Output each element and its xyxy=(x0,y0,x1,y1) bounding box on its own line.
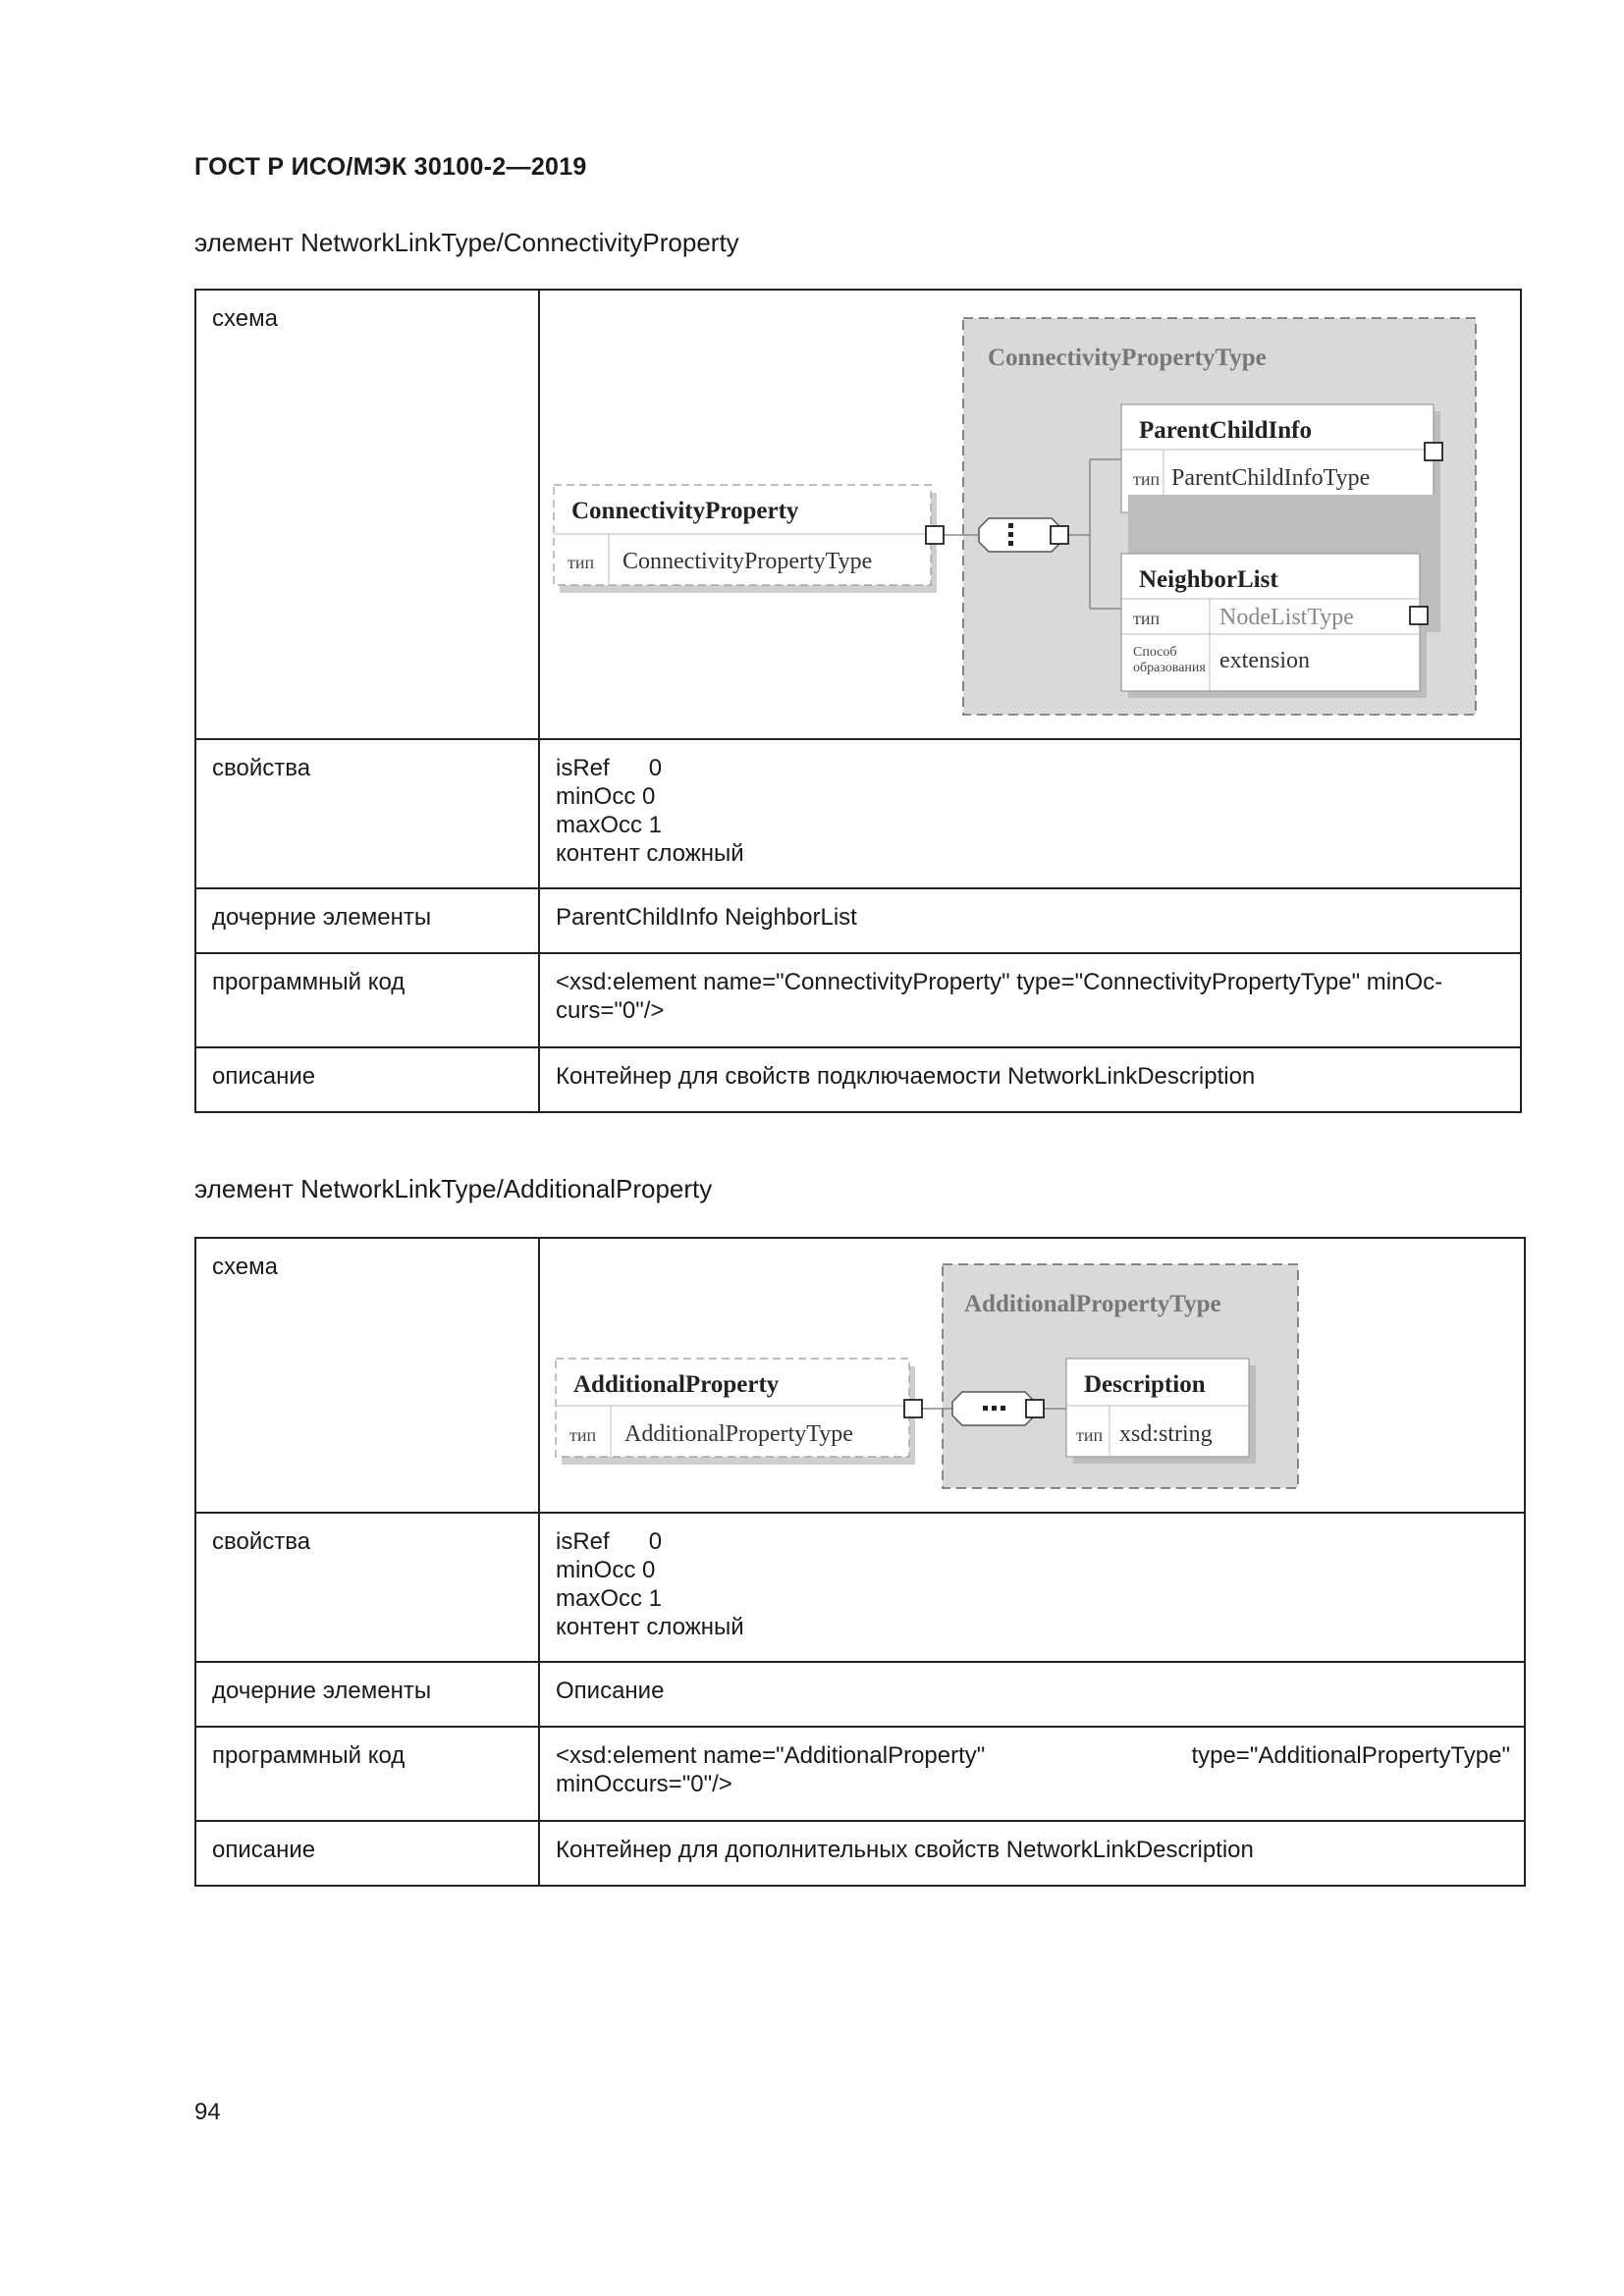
compositor-dot xyxy=(983,1406,988,1411)
label-code: программный код xyxy=(195,953,539,1047)
code-line-1: <xsd:element name="ConnectivityProperty" type="ConnectivityPropertyType" minOc- xyxy=(556,969,1443,995)
label-code: программный код xyxy=(195,1727,539,1821)
child-type-label: тип xyxy=(1133,609,1161,628)
section-title-connectivity: элемент NetworkLinkType/ConnectivityProperty xyxy=(194,228,739,257)
property-isref: isRef 0 xyxy=(556,1528,663,1555)
children-cell: Описание xyxy=(539,1662,1525,1727)
label-description: описание xyxy=(195,1047,539,1112)
property-minocc: minOcc 0 xyxy=(556,1557,656,1583)
child-name: NeighborList xyxy=(1139,566,1278,593)
child-type-value: ParentChildInfoType xyxy=(1171,465,1371,491)
element-type-label: тип xyxy=(568,553,595,572)
element-type-label: тип xyxy=(569,1425,597,1445)
code-line-2: minOccurs="0"/> xyxy=(556,1771,732,1797)
schema-diagram xyxy=(540,1239,1522,1512)
element-type-value: AdditionalPropertyType xyxy=(624,1421,853,1447)
code-cell xyxy=(539,1727,1525,1821)
label-properties: свойства xyxy=(195,1513,539,1662)
property-maxocc: maxOcc 1 xyxy=(556,1585,663,1612)
type-container-title: ConnectivityPropertyType xyxy=(988,345,1267,371)
expand-toggle-icon[interactable] xyxy=(926,526,944,544)
properties-cell xyxy=(539,1513,1525,1662)
code-cell xyxy=(539,953,1521,1047)
compositor-dot xyxy=(1001,1406,1005,1411)
expand-toggle-icon[interactable] xyxy=(904,1400,922,1417)
page-number: 94 xyxy=(194,2099,221,2125)
property-minocc: minOcc 0 xyxy=(556,783,656,810)
child-type-label: тип xyxy=(1133,469,1161,489)
code-line-1 xyxy=(556,1741,1510,1770)
description-cell: Контейнер для дополнительных свойств NetworkLinkDescription xyxy=(539,1821,1525,1886)
compositor-dot xyxy=(992,1406,997,1411)
property-content: контент сложный xyxy=(556,840,744,867)
label-description: описание xyxy=(195,1821,539,1886)
label-schema: схема xyxy=(195,290,539,739)
child-type-label: тип xyxy=(1076,1425,1104,1445)
sequence-compositor-icon xyxy=(979,518,1061,552)
spec-table-connectivity xyxy=(194,289,1522,1113)
compositor-dot xyxy=(1008,523,1013,528)
schema-diagram-cell xyxy=(539,1238,1525,1513)
derivation-value: extension xyxy=(1219,648,1310,673)
code-line-2: curs="0"/> xyxy=(556,997,665,1024)
compositor-toggle-icon[interactable] xyxy=(1026,1400,1044,1417)
derivation-label: Способ xyxy=(1133,645,1177,660)
document-standard-header: ГОСТ Р ИСО/МЭК 30100-2—2019 xyxy=(194,153,587,181)
code-line-1-left: <xsd:element name="AdditionalProperty" xyxy=(556,1742,986,1769)
expand-toggle-icon[interactable] xyxy=(1425,443,1442,460)
schema-diagram-cell xyxy=(539,290,1521,739)
label-schema: схема xyxy=(195,1238,539,1513)
spec-table-additional xyxy=(194,1237,1526,1887)
compositor-dot xyxy=(1008,541,1013,546)
label-properties: свойства xyxy=(195,739,539,888)
element-name: AdditionalProperty xyxy=(573,1371,780,1398)
child-name: ParentChildInfo xyxy=(1139,417,1312,444)
compositor-dot xyxy=(1008,532,1013,537)
label-children: дочерние элементы xyxy=(195,1662,539,1727)
child-name: Description xyxy=(1084,1371,1206,1398)
type-container-title: AdditionalPropertyType xyxy=(964,1291,1221,1317)
children-cell: ParentChildInfo NeighborList xyxy=(539,888,1521,953)
code-line-1-right: type="AdditionalPropertyType" xyxy=(1191,1742,1510,1769)
derivation-label: образования xyxy=(1133,661,1206,675)
compositor-toggle-icon[interactable] xyxy=(1051,526,1068,544)
section-title-additional: элемент NetworkLinkType/AdditionalProperty xyxy=(194,1174,713,1203)
element-name: ConnectivityProperty xyxy=(571,498,799,524)
properties-cell xyxy=(539,739,1521,888)
description-cell: Контейнер для свойств подключаемости NetworkLinkDescription xyxy=(539,1047,1521,1112)
expand-toggle-icon[interactable] xyxy=(1410,607,1428,624)
property-maxocc: maxOcc 1 xyxy=(556,812,663,838)
property-isref: isRef 0 xyxy=(556,755,663,781)
child-type-value: xsd:string xyxy=(1119,1421,1213,1447)
label-children: дочерние элементы xyxy=(195,888,539,953)
child-type-value: NodeListType xyxy=(1219,605,1354,630)
schema-diagram xyxy=(540,291,1522,738)
property-content: контент сложный xyxy=(556,1614,744,1640)
element-type-value: ConnectivityPropertyType xyxy=(623,549,873,574)
